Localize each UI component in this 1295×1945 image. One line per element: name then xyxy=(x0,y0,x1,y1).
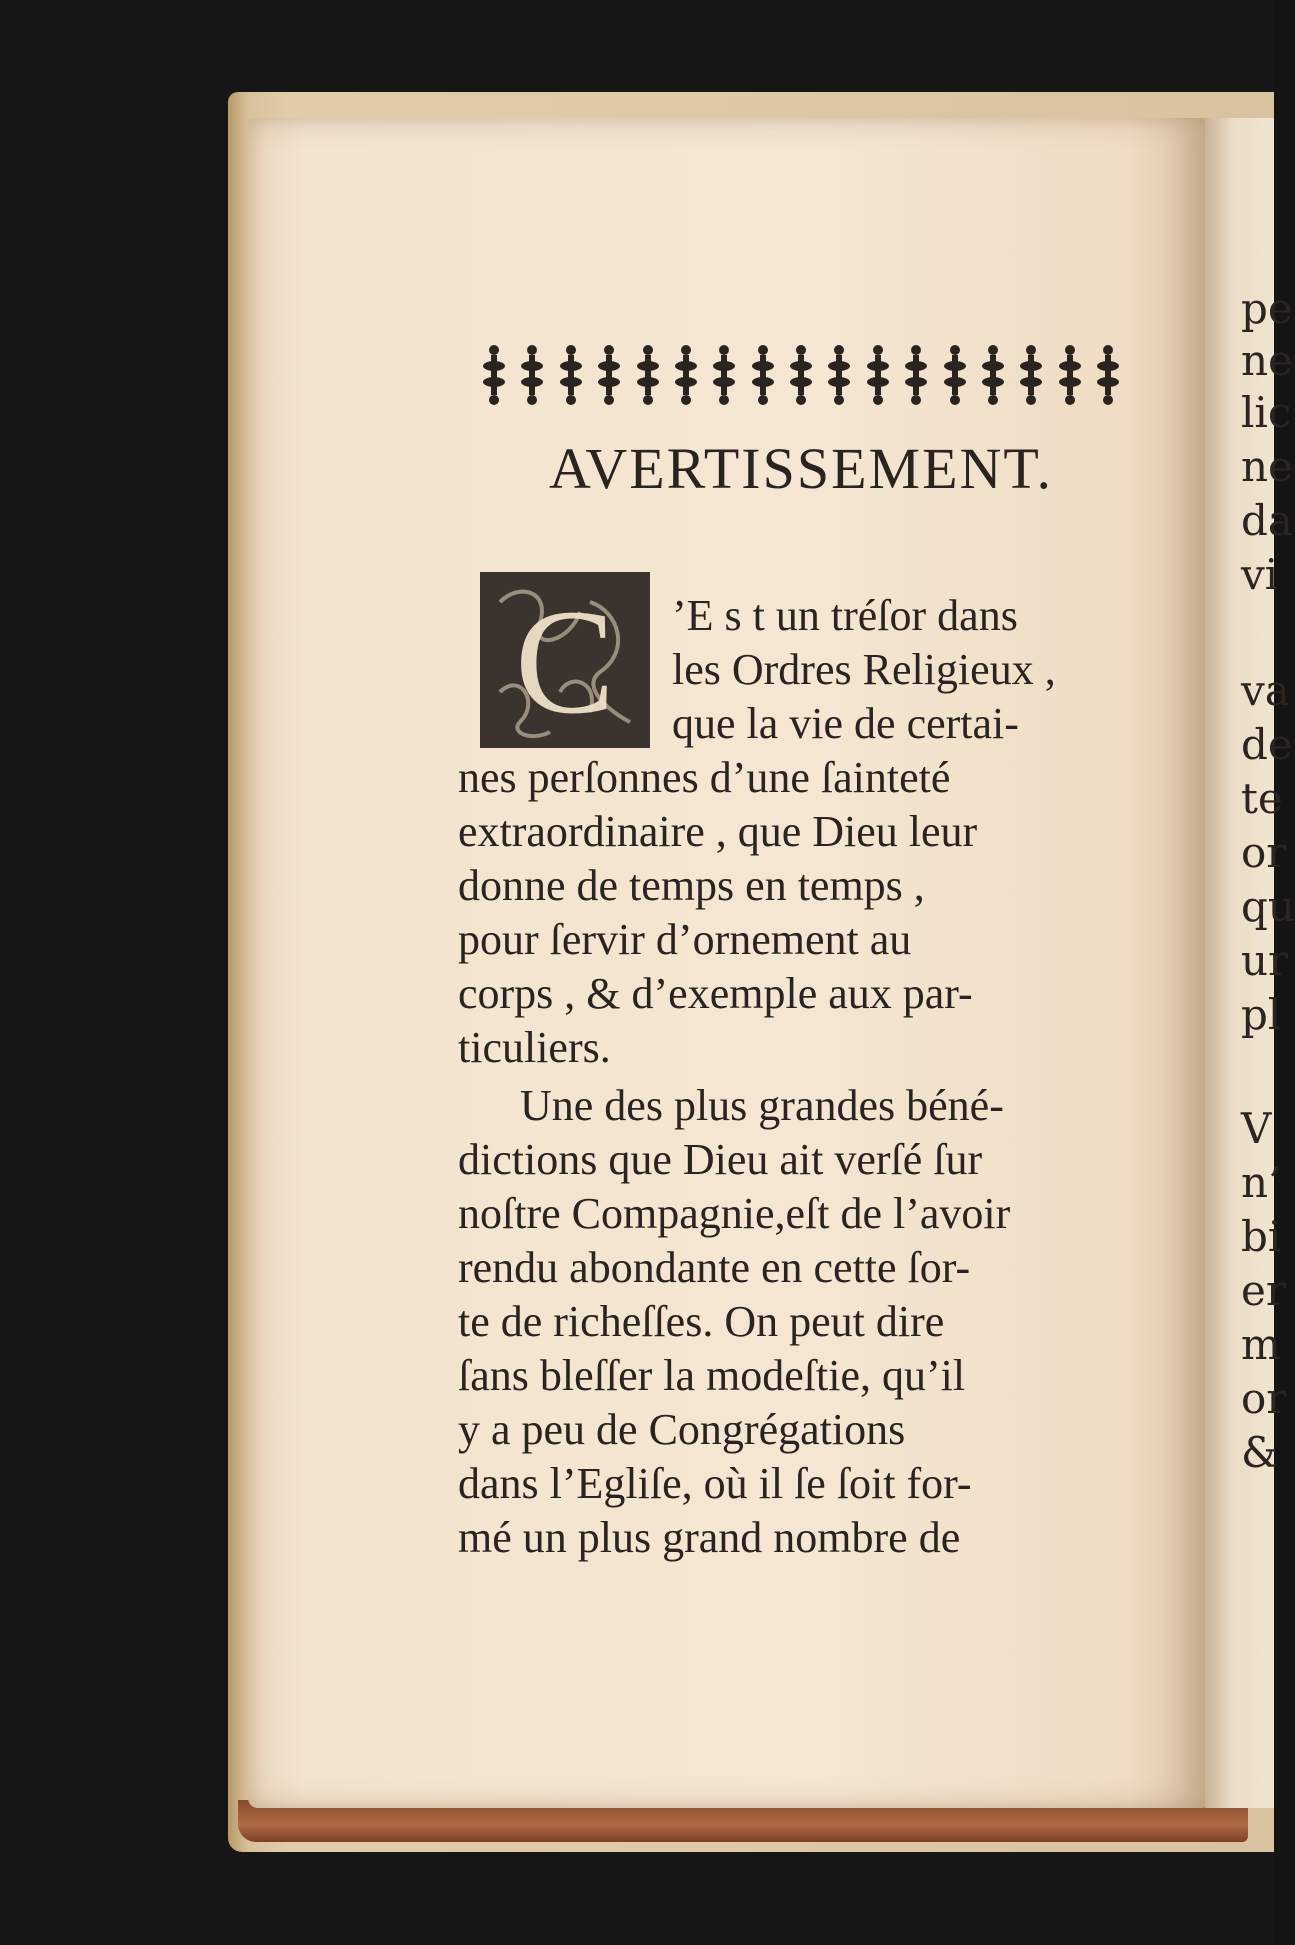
text-line: donne de temps en temps , xyxy=(458,861,925,910)
facing-line: ne xyxy=(1241,442,1293,491)
text-line: ſans bleſſer la modeſtie, qu’il xyxy=(458,1351,966,1400)
text-line: nes perſonnes d’une ſainteté xyxy=(458,753,951,802)
facing-line: pl xyxy=(1241,990,1282,1039)
text-line: rendu abondante en cette ſor- xyxy=(458,1243,971,1292)
ornament-icon xyxy=(787,342,815,408)
ornament-icon xyxy=(480,342,508,408)
facing-line: vi xyxy=(1241,550,1279,599)
ornament-icon xyxy=(1094,342,1122,408)
ornament-icon xyxy=(672,342,700,408)
facing-line: va xyxy=(1241,666,1290,715)
ornament-icon xyxy=(864,342,892,408)
text-line: corps , & d’exemple aux par- xyxy=(458,969,973,1018)
facing-line: m xyxy=(1241,1320,1281,1369)
ornament-band xyxy=(480,342,1122,408)
text-line: te de richeſſes. On peut dire xyxy=(458,1297,945,1346)
text-line: ticuliers. xyxy=(458,1023,611,1072)
facing-line: qu xyxy=(1241,882,1295,931)
facing-line: da xyxy=(1241,496,1293,545)
drop-cap xyxy=(480,572,650,748)
text-line: que la vie de certai- xyxy=(672,699,1019,748)
text-line: ’E s t un tréſor dans xyxy=(672,591,1018,640)
ornament-icon xyxy=(941,342,969,408)
facing-line: bi xyxy=(1241,1212,1282,1261)
facing-line: ne xyxy=(1241,336,1293,385)
ornament-icon xyxy=(1056,342,1084,408)
page-title: AVERTISSEMENT. xyxy=(548,436,1054,501)
facing-page xyxy=(1205,118,1295,1808)
text-line: y a peu de Congrégations xyxy=(458,1405,906,1454)
text-line: dictions que Dieu ait verſé ſur xyxy=(458,1135,983,1184)
facing-line: or xyxy=(1241,828,1287,877)
facing-line: pe xyxy=(1241,284,1293,333)
facing-line: er xyxy=(1241,1266,1286,1315)
ornament-icon xyxy=(1017,342,1045,408)
text-line: dans l’Egliſe, où il ſe ſoit for- xyxy=(458,1459,972,1508)
text-line: les Ordres Religieux , xyxy=(672,645,1056,694)
facing-line: or xyxy=(1241,1374,1287,1423)
text-line: extraordinaire , que Dieu leur xyxy=(458,807,978,856)
ornament-icon xyxy=(902,342,930,408)
facing-line: de xyxy=(1241,720,1293,769)
facing-line: te xyxy=(1241,774,1283,823)
text-line: noſtre Compagnie,eſt de l’avoir xyxy=(458,1189,1011,1238)
facing-line: lic xyxy=(1241,388,1292,437)
text-line: Une des plus grandes béné- xyxy=(520,1081,1004,1130)
ornament-icon xyxy=(749,342,777,408)
ornament-icon xyxy=(595,342,623,408)
drop-cap-text: C xyxy=(514,579,616,745)
ornament-icon xyxy=(634,342,662,408)
text-line: mé un plus grand nombre de xyxy=(458,1513,961,1562)
ornament-icon xyxy=(557,342,585,408)
drop-cap-letter-icon xyxy=(480,572,650,748)
ornament-icon xyxy=(825,342,853,408)
ornament-icon xyxy=(979,342,1007,408)
facing-line: ur xyxy=(1241,936,1289,985)
ornament-icon xyxy=(710,342,738,408)
ornament-icon xyxy=(518,342,546,408)
facing-line: & xyxy=(1241,1428,1279,1477)
facing-line: n’ xyxy=(1241,1158,1282,1207)
text-line: pour ſervir d’ornement au xyxy=(458,915,912,964)
facing-line: V xyxy=(1241,1104,1272,1153)
